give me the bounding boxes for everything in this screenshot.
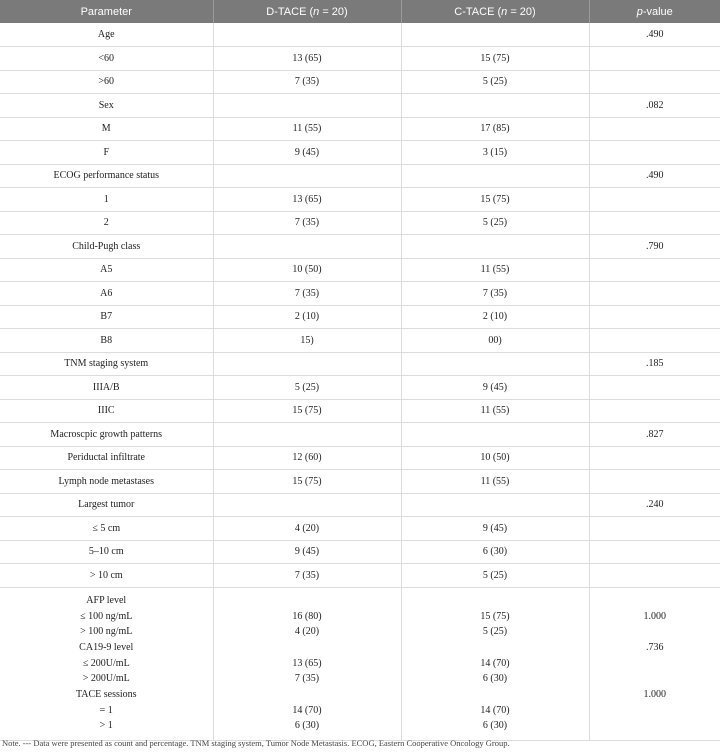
table-cell-stacked <box>0 587 213 740</box>
table-cell <box>589 399 720 423</box>
table-cell <box>589 211 720 235</box>
table-row <box>0 164 720 188</box>
stacked-line: 1.000 <box>643 689 666 701</box>
stacked-line <box>214 640 401 656</box>
table-row <box>0 117 720 141</box>
table-cell: Child-Pugh class <box>0 235 213 259</box>
stacked-line: ≤ 200U/mL <box>82 657 130 669</box>
table-cell: 7 (35) <box>401 282 589 306</box>
stacked-line <box>590 718 720 734</box>
table-cell: B7 <box>0 305 213 329</box>
table-cell: 5 (25) <box>213 376 401 400</box>
stacked-line: ≤ 100 ng/mL <box>80 610 133 622</box>
stacked-line <box>590 656 720 672</box>
table-cell: 2 (10) <box>213 305 401 329</box>
table-cell <box>589 470 720 494</box>
table-cell: 11 (55) <box>213 117 401 141</box>
stacked-line <box>214 593 401 609</box>
stacked-line: 16 (80) <box>292 610 322 622</box>
table-cell <box>401 23 589 47</box>
stacked-line: AFP level <box>86 594 127 606</box>
table-cell: 11 (55) <box>401 470 589 494</box>
table-cell: 9 (45) <box>401 376 589 400</box>
table-cell: 2 (10) <box>401 305 589 329</box>
table-cell: 15 (75) <box>401 47 589 71</box>
table-cell: 12 (60) <box>213 446 401 470</box>
table-row <box>0 423 720 447</box>
table-cell: 2 <box>0 211 213 235</box>
table-row <box>0 399 720 423</box>
table-cell: 7 (35) <box>213 564 401 588</box>
table-cell: .490 <box>589 23 720 47</box>
table-cell: IIIC <box>0 399 213 423</box>
table-cell: >60 <box>0 70 213 94</box>
table-cell: 10 (50) <box>401 446 589 470</box>
table-cell <box>213 94 401 118</box>
table-row <box>0 446 720 470</box>
table-row-stacked <box>0 587 720 740</box>
table-cell: Periductal infiltrate <box>0 446 213 470</box>
stacked-line: 15 (75) <box>480 610 510 622</box>
table-cell: 15 (75) <box>213 470 401 494</box>
table-cell: 13 (65) <box>213 188 401 212</box>
stacked-line: > 100 ng/mL <box>80 626 133 638</box>
table-cell: 5–10 cm <box>0 540 213 564</box>
stacked-line: .736 <box>646 641 664 653</box>
table-cell <box>401 493 589 517</box>
table-cell: IIIA/B <box>0 376 213 400</box>
stacked-line: 6 (30) <box>482 720 508 732</box>
table-row <box>0 47 720 71</box>
table-cell <box>589 305 720 329</box>
table-cell: 7 (35) <box>213 282 401 306</box>
table-cell: 5 (25) <box>401 211 589 235</box>
table-cell <box>589 188 720 212</box>
table-cell: 7 (35) <box>213 211 401 235</box>
table-cell: TNM staging system <box>0 352 213 376</box>
table-cell: .082 <box>589 94 720 118</box>
table-body <box>0 23 720 740</box>
table-cell: .240 <box>589 493 720 517</box>
table-cell: 9 (45) <box>213 141 401 165</box>
table-row <box>0 211 720 235</box>
table-cell: .790 <box>589 235 720 259</box>
stacked-line <box>402 640 589 656</box>
table-row <box>0 70 720 94</box>
table-cell: A6 <box>0 282 213 306</box>
table-row <box>0 517 720 541</box>
stacked-line: 6 (30) <box>294 720 320 732</box>
table-cell: 1 <box>0 188 213 212</box>
table-row <box>0 376 720 400</box>
table-row <box>0 94 720 118</box>
table-cell: Sex <box>0 94 213 118</box>
table-cell: M <box>0 117 213 141</box>
table-cell <box>213 423 401 447</box>
table-row <box>0 188 720 212</box>
table-cell: 15 (75) <box>401 188 589 212</box>
table-row <box>0 305 720 329</box>
table-cell <box>401 352 589 376</box>
table-cell: 10 (50) <box>213 258 401 282</box>
table-cell <box>589 70 720 94</box>
header-parameter: Parameter <box>0 0 213 23</box>
table-cell <box>213 493 401 517</box>
table-cell: 9 (45) <box>213 540 401 564</box>
table-cell-stacked <box>213 587 401 740</box>
table-cell: Age <box>0 23 213 47</box>
table-cell <box>589 47 720 71</box>
table-cell: 9 (45) <box>401 517 589 541</box>
table-cell: Macroscpic growth patterns <box>0 423 213 447</box>
table-cell <box>589 540 720 564</box>
table-row <box>0 540 720 564</box>
table-cell: 17 (85) <box>401 117 589 141</box>
table-row <box>0 235 720 259</box>
table-row <box>0 329 720 353</box>
table-cell <box>589 564 720 588</box>
stacked-line: 4 (20) <box>294 626 320 638</box>
stacked-line: 13 (65) <box>292 657 322 669</box>
table-cell <box>213 164 401 188</box>
table-row <box>0 23 720 47</box>
table-cell: 13 (65) <box>213 47 401 71</box>
table-cell: ≤ 5 cm <box>0 517 213 541</box>
table-cell: 00) <box>401 329 589 353</box>
table-cell: 3 (15) <box>401 141 589 165</box>
table-row <box>0 493 720 517</box>
header-row <box>0 0 720 23</box>
table-cell <box>589 258 720 282</box>
stacked-line: 1.000 <box>643 610 666 622</box>
table-cell <box>589 117 720 141</box>
stacked-line <box>590 624 720 640</box>
table-cell: .185 <box>589 352 720 376</box>
table-cell <box>589 376 720 400</box>
stacked-line: > 1 <box>99 720 113 732</box>
table-row <box>0 282 720 306</box>
stacked-line: 7 (35) <box>294 673 320 685</box>
stacked-line <box>590 671 720 687</box>
stacked-line <box>402 593 589 609</box>
table-cell: .827 <box>589 423 720 447</box>
stacked-line: 14 (70) <box>480 704 510 716</box>
stacked-line: 6 (30) <box>482 673 508 685</box>
table-cell: <60 <box>0 47 213 71</box>
stacked-line: 14 (70) <box>480 657 510 669</box>
table-cell: F <box>0 141 213 165</box>
stacked-line <box>214 687 401 703</box>
table-note: Note. --- Data were presented as count and percentage. TNM staging system, Tumor Node Metastasis. ECOG, Eastern Cooperative Oncology Group. <box>2 738 510 748</box>
header-p-value: p-value <box>589 0 720 23</box>
table-row <box>0 141 720 165</box>
table-cell <box>401 164 589 188</box>
stacked-line: TACE sessions <box>75 689 137 701</box>
table-cell: Largest tumor <box>0 493 213 517</box>
table-cell: 15) <box>213 329 401 353</box>
table-cell <box>401 94 589 118</box>
stacked-line: CA19-9 level <box>79 641 134 653</box>
table-cell <box>589 517 720 541</box>
table-cell: A5 <box>0 258 213 282</box>
stacked-line <box>402 687 589 703</box>
table-cell <box>401 423 589 447</box>
table-row <box>0 258 720 282</box>
table-cell <box>589 446 720 470</box>
table-cell: 11 (55) <box>401 258 589 282</box>
table-cell: Lymph node metastases <box>0 470 213 494</box>
table-cell <box>401 235 589 259</box>
header-c-tace: C-TACE (n = 20) <box>401 0 589 23</box>
table-cell: 15 (75) <box>213 399 401 423</box>
table-row <box>0 352 720 376</box>
table-cell: ECOG performance status <box>0 164 213 188</box>
stacked-line: 5 (25) <box>482 626 508 638</box>
table-cell-stacked <box>401 587 589 740</box>
stacked-line <box>590 703 720 719</box>
table-cell <box>213 352 401 376</box>
table-cell <box>213 23 401 47</box>
stacked-line: > 200U/mL <box>82 673 130 685</box>
table-cell: 11 (55) <box>401 399 589 423</box>
table-cell: B8 <box>0 329 213 353</box>
table-cell: 6 (30) <box>401 540 589 564</box>
table-cell: > 10 cm <box>0 564 213 588</box>
table-cell: 7 (35) <box>213 70 401 94</box>
header-d-tace: D-TACE (n = 20) <box>213 0 401 23</box>
table-row <box>0 564 720 588</box>
table-cell: 4 (20) <box>213 517 401 541</box>
table-cell <box>589 282 720 306</box>
stacked-line: 14 (70) <box>292 704 322 716</box>
table-cell: 5 (25) <box>401 564 589 588</box>
table-cell <box>213 235 401 259</box>
stacked-line <box>590 593 720 609</box>
table-cell: 5 (25) <box>401 70 589 94</box>
table-cell-stacked <box>589 587 720 740</box>
table-cell <box>589 329 720 353</box>
table-cell: .490 <box>589 164 720 188</box>
table-cell <box>589 141 720 165</box>
table-row <box>0 470 720 494</box>
stacked-line: = 1 <box>99 704 113 716</box>
